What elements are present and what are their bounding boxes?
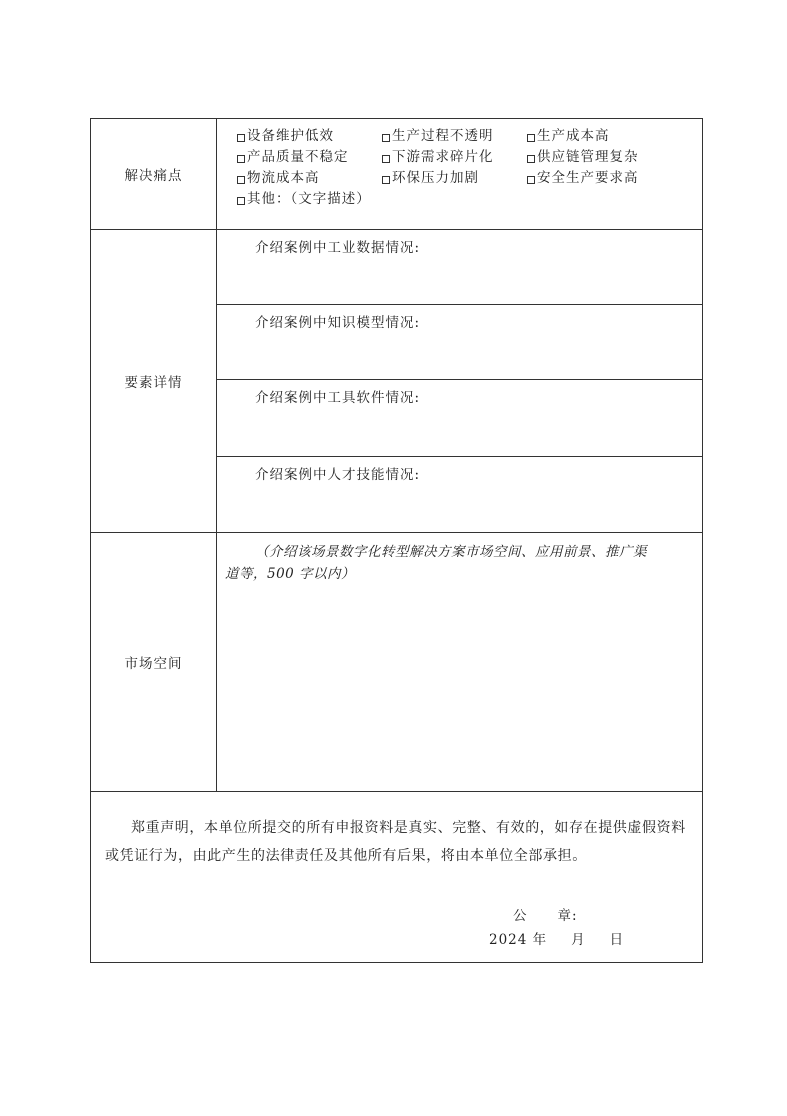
checkbox-icon[interactable] — [382, 155, 390, 163]
declaration-row — [91, 792, 703, 963]
pain-option[interactable]: 物流成本高 — [237, 169, 382, 187]
elements-row — [91, 230, 703, 305]
pain-points-label: 解决痛点 — [91, 119, 217, 230]
detail-prompt: 介绍案例中知识模型情况: — [255, 315, 421, 331]
date-line — [489, 928, 624, 948]
detail-cell-talent[interactable] — [217, 457, 703, 533]
checkbox-icon[interactable] — [237, 134, 245, 142]
checkbox-icon[interactable] — [382, 134, 390, 142]
elements-label: 要素详情 — [91, 230, 217, 533]
checkbox-icon[interactable] — [237, 197, 245, 205]
checkbox-icon[interactable] — [527, 134, 535, 142]
seal-line — [513, 904, 578, 924]
pain-option[interactable]: 设备维护低效 — [237, 127, 382, 145]
pain-option-other[interactable]: 其他：（文字描述） — [237, 190, 677, 208]
detail-prompt: 介绍案例中工业数据情况: — [255, 240, 421, 256]
pain-option[interactable]: 生产成本高 — [527, 127, 677, 145]
pain-option[interactable]: 下游需求碎片化 — [382, 148, 527, 166]
date-year: 2024 年 — [489, 932, 548, 948]
declaration-cell — [91, 792, 703, 963]
pain-option[interactable]: 安全生产要求高 — [527, 169, 677, 187]
pain-option[interactable]: 环保压力加剧 — [382, 169, 527, 187]
pain-option[interactable]: 生产过程不透明 — [382, 127, 527, 145]
detail-cell-software[interactable] — [217, 380, 703, 457]
checkbox-icon[interactable] — [237, 155, 245, 163]
date-month: 月 — [571, 932, 586, 948]
checkbox-icon[interactable] — [382, 176, 390, 184]
pain-option[interactable]: 供应链管理复杂 — [527, 148, 677, 166]
detail-prompt: 介绍案例中工具软件情况: — [255, 390, 421, 406]
checkbox-icon[interactable] — [527, 155, 535, 163]
date-day: 日 — [609, 932, 625, 948]
market-row — [91, 533, 703, 792]
market-hint: （介绍该场景数字化转型解决方案市场空间、应用前景、推广渠 道等，500 字以内） — [225, 544, 647, 582]
checkbox-icon[interactable] — [527, 176, 535, 184]
seal-label: 公 — [513, 908, 528, 924]
pain-points-cell — [217, 119, 703, 230]
pain-points-row — [91, 119, 703, 230]
detail-prompt: 介绍案例中人才技能情况: — [255, 467, 421, 483]
market-label: 市场空间 — [91, 533, 217, 792]
detail-cell-knowledge[interactable] — [217, 305, 703, 380]
detail-cell-data[interactable] — [217, 230, 703, 305]
declaration-text: 郑重声明，本单位所提交的所有申报资料是真实、完整、有效的，如存在提供虚假资料或凭证行为，由此产生的法律责任及其他所有后果，将由本单位全部承担。 — [105, 820, 686, 864]
pain-option[interactable]: 产品质量不稳定 — [237, 148, 382, 166]
market-cell[interactable] — [217, 533, 703, 792]
application-table — [90, 118, 703, 963]
checkbox-icon[interactable] — [237, 176, 245, 184]
pain-points-options — [217, 119, 702, 208]
seal-label-2: 章: — [557, 908, 578, 924]
